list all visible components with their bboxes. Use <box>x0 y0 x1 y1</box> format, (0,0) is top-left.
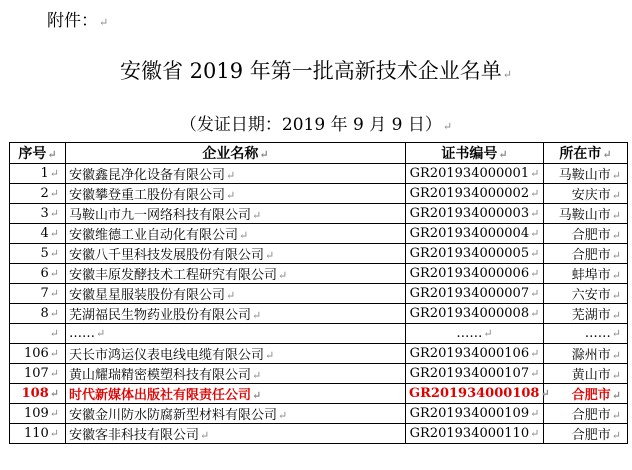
row-number: 110↵ <box>10 424 66 444</box>
paragraph-mark-icon: ↵ <box>530 207 540 220</box>
table-row <box>10 324 628 344</box>
paragraph-mark-icon: ↵ <box>278 409 288 422</box>
header-certificate-no: 证书编号↵ <box>406 143 544 164</box>
certificate-number: GR201934000004↵ <box>406 224 544 244</box>
company-name: 安徽鑫昆净化设备有限公司↵ <box>66 164 406 184</box>
table-row <box>10 344 628 364</box>
paragraph-mark-icon: ↵ <box>611 209 621 222</box>
paragraph-mark-icon: ↵ <box>530 307 540 320</box>
paragraph-mark-icon: ↵ <box>278 269 288 282</box>
paragraph-mark-icon: ↵ <box>611 189 621 202</box>
city-name: 合肥市↵ <box>544 404 628 424</box>
row-number: 5↵ <box>10 244 66 264</box>
table-row-highlighted <box>10 384 628 404</box>
row-number: 6↵ <box>10 264 66 284</box>
paragraph-mark-icon: ↵ <box>530 287 540 300</box>
certificate-number: ……↵ <box>406 324 544 344</box>
header-city: 所在市↵ <box>544 143 628 164</box>
paragraph-mark-icon: ↵ <box>540 387 550 400</box>
table-row <box>10 224 628 244</box>
city-name: ……↵ <box>544 324 628 344</box>
document-title: 安徽省 2019 年第一批高新技术企业名单↵ <box>119 59 512 83</box>
paragraph-mark-icon: ↵ <box>252 209 262 222</box>
city-name: 合肥市↵ <box>544 244 628 264</box>
row-number: 3↵ <box>10 204 66 224</box>
paragraph-mark-icon: ↵ <box>611 289 621 302</box>
table-row <box>10 184 628 204</box>
paragraph-mark-icon: ↵ <box>611 327 621 340</box>
paragraph-mark-icon: ↵ <box>49 207 59 220</box>
paragraph-mark-icon: ↵ <box>49 247 59 260</box>
city-name: 芜湖市↵ <box>544 304 628 324</box>
certificate-number: GR201934000006↵ <box>406 264 544 284</box>
paragraph-mark-icon: ↵ <box>49 167 59 180</box>
row-number <box>10 324 66 344</box>
paragraph-mark-icon: ↵ <box>442 120 453 133</box>
company-name: 时代新媒体出版社有限责任公司↵ <box>66 384 406 404</box>
paragraph-mark-icon: ↵ <box>611 309 621 322</box>
paragraph-mark-icon: ↵ <box>602 148 612 161</box>
city-name: 合肥市↵ <box>544 424 628 444</box>
certificate-number: GR201934000107↵ <box>406 364 544 384</box>
company-name: 安徽攀登重工股份有限公司↵ <box>66 184 406 204</box>
paragraph-mark-icon: ↵ <box>611 409 621 422</box>
company-name: 安徽维德工业自动化有限公司↵ <box>66 224 406 244</box>
paragraph-mark-icon: ↵ <box>530 407 540 420</box>
table-row <box>10 264 628 284</box>
certificate-number: GR201934000109↵ <box>406 404 544 424</box>
certificate-number: GR201934000108↵ <box>406 384 544 404</box>
row-number: 7↵ <box>10 284 66 304</box>
table-row <box>10 364 628 384</box>
company-name: 安徽客非科技有限公司↵ <box>66 424 406 444</box>
paragraph-mark-icon: ↵ <box>483 327 493 340</box>
paragraph-mark-icon: ↵ <box>611 389 621 402</box>
city-name: 滁州市↵ <box>544 344 628 364</box>
certificate-number: GR201934000005↵ <box>406 244 544 264</box>
certificate-number: GR201934000110↵ <box>406 424 544 444</box>
table-row <box>10 284 628 304</box>
city-name: 合肥市↵ <box>544 384 628 404</box>
paragraph-mark-icon: ↵ <box>96 327 106 340</box>
table-row <box>10 404 628 424</box>
paragraph-mark-icon: ↵ <box>49 307 59 320</box>
paragraph-mark-icon: ↵ <box>49 287 59 300</box>
paragraph-mark-icon: ↵ <box>611 429 621 442</box>
certificate-number: GR201934000007↵ <box>406 284 544 304</box>
paragraph-mark-icon: ↵ <box>530 427 540 440</box>
company-name: 黄山耀瑞精密模塑科技有限公司↵ <box>66 364 406 384</box>
company-name: 安徽八千里科技发展股份有限公司↵ <box>66 244 406 264</box>
row-number: 8↵ <box>10 304 66 324</box>
paragraph-mark-icon: ↵ <box>49 407 59 420</box>
certificate-number: GR201934000106↵ <box>406 344 544 364</box>
table-row <box>10 244 628 264</box>
paragraph-mark-icon: ↵ <box>226 189 236 202</box>
row-number: 106↵ <box>10 344 66 364</box>
paragraph-mark-icon: ↵ <box>611 269 621 282</box>
row-number: 2↵ <box>10 184 66 204</box>
paragraph-mark-icon: ↵ <box>530 187 540 200</box>
issue-date-subtitle: （发证日期：2019 年 9 月 9 日）↵ <box>179 115 453 135</box>
enterprise-list-table <box>9 142 628 444</box>
paragraph-mark-icon: ↵ <box>530 227 540 240</box>
paragraph-mark-icon: ↵ <box>530 347 540 360</box>
paragraph-mark-icon: ↵ <box>49 267 59 280</box>
company-name: 马鞍山市九一网络科技有限公司↵ <box>66 204 406 224</box>
paragraph-mark-icon: ↵ <box>265 249 275 262</box>
certificate-number: GR201934000001↵ <box>406 164 544 184</box>
paragraph-mark-icon: ↵ <box>611 249 621 262</box>
city-name: 马鞍山市↵ <box>544 204 628 224</box>
table-row <box>10 304 628 324</box>
company-name: 天长市鸿运仪表电线电缆有限公司↵ <box>66 344 406 364</box>
paragraph-mark-icon: ↵ <box>259 148 269 161</box>
paragraph-mark-icon: ↵ <box>239 229 249 242</box>
paragraph-mark-icon: ↵ <box>49 227 59 240</box>
city-name: 黄山市↵ <box>544 364 628 384</box>
company-name: 芜湖福民生物药业股份有限公司↵ <box>66 304 406 324</box>
city-name: 马鞍山市↵ <box>544 164 628 184</box>
paragraph-mark-icon: ↵ <box>611 349 621 362</box>
paragraph-mark-icon: ↵ <box>530 247 540 260</box>
row-number: 107↵ <box>10 364 66 384</box>
table-row <box>10 424 628 444</box>
attachment-label: 附件：↵ <box>47 11 109 31</box>
paragraph-mark-icon: ↵ <box>530 267 540 280</box>
row-number: 4↵ <box>10 224 66 244</box>
paragraph-mark-icon: ↵ <box>611 169 621 182</box>
header-no: 序号↵ <box>10 143 66 164</box>
paragraph-mark-icon: ↵ <box>49 347 59 360</box>
paragraph-mark-icon: ↵ <box>226 169 236 182</box>
paragraph-mark-icon: ↵ <box>49 187 59 200</box>
company-name: 安徽星星服装股份有限公司↵ <box>66 284 406 304</box>
paragraph-mark-icon: ↵ <box>252 309 262 322</box>
paragraph-mark-icon: ↵ <box>611 229 621 242</box>
paragraph-mark-icon: ↵ <box>530 167 540 180</box>
city-name: 安庆市↵ <box>544 184 628 204</box>
paragraph-mark-icon: ↵ <box>49 327 59 340</box>
paragraph-mark-icon: ↵ <box>252 369 262 382</box>
city-name: 合肥市↵ <box>544 224 628 244</box>
paragraph-mark-icon: ↵ <box>49 367 59 380</box>
paragraph-mark-icon: ↵ <box>265 349 275 362</box>
paragraph-mark-icon: ↵ <box>49 427 59 440</box>
row-number: 108↵ <box>10 384 66 404</box>
company-name: 安徽金川防水防腐新型材料有限公司↵ <box>66 404 406 424</box>
certificate-number: GR201934000008↵ <box>406 304 544 324</box>
table-row <box>10 164 628 184</box>
table-row <box>10 204 628 224</box>
paragraph-mark-icon: ↵ <box>99 16 109 29</box>
paragraph-mark-icon: ↵ <box>502 68 512 81</box>
paragraph-mark-icon: ↵ <box>226 289 236 302</box>
company-name: ……↵ <box>66 324 406 344</box>
paragraph-mark-icon: ↵ <box>47 148 57 161</box>
certificate-number: GR201934000002↵ <box>406 184 544 204</box>
row-number: 1↵ <box>10 164 66 184</box>
city-name: 蚌埠市↵ <box>544 264 628 284</box>
row-number: 109↵ <box>10 404 66 424</box>
paragraph-mark-icon: ↵ <box>252 389 262 402</box>
certificate-number: GR201934000003↵ <box>406 204 544 224</box>
paragraph-mark-icon: ↵ <box>498 148 508 161</box>
company-name: 安徽丰原发酵技术工程研究有限公司↵ <box>66 264 406 284</box>
paragraph-mark-icon: ↵ <box>530 367 540 380</box>
table-header-row <box>10 143 628 164</box>
paragraph-mark-icon: ↵ <box>49 387 59 400</box>
city-name: 六安市↵ <box>544 284 628 304</box>
header-company-name: 企业名称↵ <box>66 143 406 164</box>
paragraph-mark-icon: ↵ <box>200 429 210 442</box>
paragraph-mark-icon: ↵ <box>611 369 621 382</box>
